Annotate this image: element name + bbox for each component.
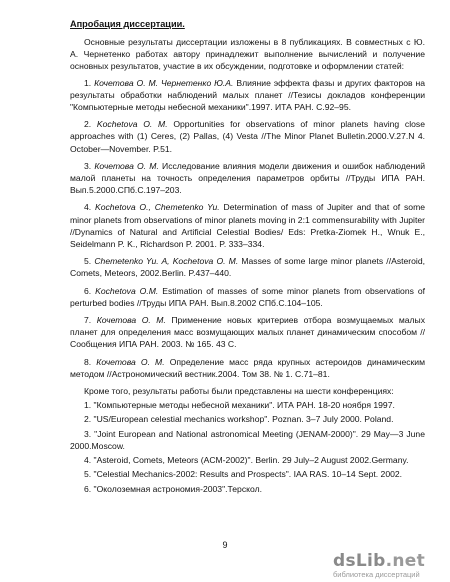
publication-authors: Chemetenko Yu. A, Kochetova O. M. (94, 256, 239, 267)
page-number: 9 (222, 540, 228, 550)
publication-item (70, 201, 425, 250)
conference-item: 4. "Asteroid, Comets, Meteors (ACM-2002)". Berlin. 29 July–2 August 2002.Germany. (84, 455, 409, 466)
publication-list (70, 77, 425, 380)
publication-item (70, 255, 425, 279)
document-page (70, 18, 425, 497)
publication-authors: Кочетова О. М. (96, 315, 166, 326)
intro-paragraph: Основные результаты диссертации изложены в 8 публикациях. В совместных с Ю. А. Чернетенко работах автору принадлежит выполнение вычислений и получение основных результатов, участие в их обсуждении, подготовке и оформлении статей: (70, 37, 425, 72)
publication-authors: Kochetova O.M. (95, 285, 159, 296)
publication-item (70, 77, 425, 114)
publication-item (70, 356, 425, 380)
conference-item: 3. "Joint European and National astronomical Meeting (JENAM-2000)". 29 May—3 June 2000.Moscow. (70, 428, 425, 451)
publication-number: 1. (84, 77, 92, 88)
publication-text: Masses of some large minor planets //Asteroid, Comets, Meteors, 2002.Berlin. P.437–440. (70, 256, 425, 279)
publication-number: 5. (84, 256, 92, 267)
publication-text: Применение новых критериев отбора возмущаемых малых планет для определения масс возмущающих малых планет динамическим способом //Сообщения ИПА РАН. 2003. № 165. 43 С. (70, 315, 426, 350)
conference-list (70, 399, 425, 494)
publication-text: Determination of mass of Jupiter and that of some minor planets from observations of minor planets moving in 2:1 commensurability with Jupiter //Dynamics of Natural and Artificial Celestial Bodies/ Eds: Pretka-Ziomek H., Wnuk E., Seidelmann P. K., Richardson P. 2001. P. 333–334. (70, 202, 426, 250)
watermark-subtitle: библиотека диссертаций (333, 570, 420, 579)
publication-authors: Кочетова О. М. Чернетенко Ю.А. (94, 77, 234, 88)
conference-item: 1. "Компьютерные методы небесной механики". ИТА РАН. 18-20 ноября 1997. (84, 400, 395, 411)
publication-text: Определение масс ряда крупных астероидов динамическим методом //Астрономический вестник.2004. Том 38. № 1. С.71–81. (70, 356, 426, 379)
publication-text: Влияние эффекта фазы и других факторов на результаты обработки наблюдений малых планет //Тезисы докладов конференции "Компьютерные методы небесной механики".1997. ИТА РАН. С.92–95. (70, 77, 426, 113)
publication-item (70, 285, 425, 309)
publication-item (70, 314, 425, 351)
conference-item: 2. "US/European celestial mechanics workshop". Poznan. 3–7 July 2000. Poland. (84, 414, 394, 425)
publication-text: Estimation of masses of some minor planets from observations of perturbed bodies //Труды ИПА РАН. Вып.8.2002 СПб.С.104–105. (70, 285, 425, 308)
publication-number: 3. (84, 160, 92, 171)
conference-item: 5. "Celestial Mechanics-2002: Results and Prospects". IAA RAS. 10–14 Sept. 2002. (84, 469, 403, 480)
publication-authors: Kochetova O., Chemetenko Yu. (95, 202, 220, 213)
site-watermark (333, 553, 450, 582)
publication-text: Opportunities for observations of minor planets having close approaches with (1) Ceres, (2) Pallas, (4) Vesta //The Minor Planet Bulletin.2000.V.27.N 4. October—November. P.51. (70, 119, 425, 154)
watermark-logo-name: dsLib (333, 551, 386, 571)
publication-number: 7. (84, 315, 92, 326)
publication-number: 4. (84, 202, 92, 213)
publication-authors: Кочетова О. М. (96, 356, 165, 367)
publication-authors: Kochetova O. M. (96, 119, 168, 130)
publication-item (70, 118, 425, 155)
section-heading: Апробация диссертации. (70, 19, 185, 29)
publication-number: 8. (84, 356, 92, 367)
publication-item (70, 160, 425, 197)
conference-item: 6. "Околоземная астрономия-2003".Терскол. (84, 483, 262, 494)
publication-number: 2. (84, 119, 92, 130)
watermark-logo (333, 553, 450, 570)
publication-text: Исследование влияния модели движения и ошибок наблюдений малой планеты на точность определения параметров орбиты //Труды ИПА РАН. Вып.5.2000.СПб.С.197–203. (70, 160, 425, 196)
publication-authors: Кочетова О. М. (94, 160, 159, 171)
watermark-logo-domain: .net (385, 551, 426, 571)
publication-number: 6. (84, 285, 92, 296)
conferences-intro: Кроме того, результаты работы были представлены на шести конференциях: (84, 386, 394, 397)
